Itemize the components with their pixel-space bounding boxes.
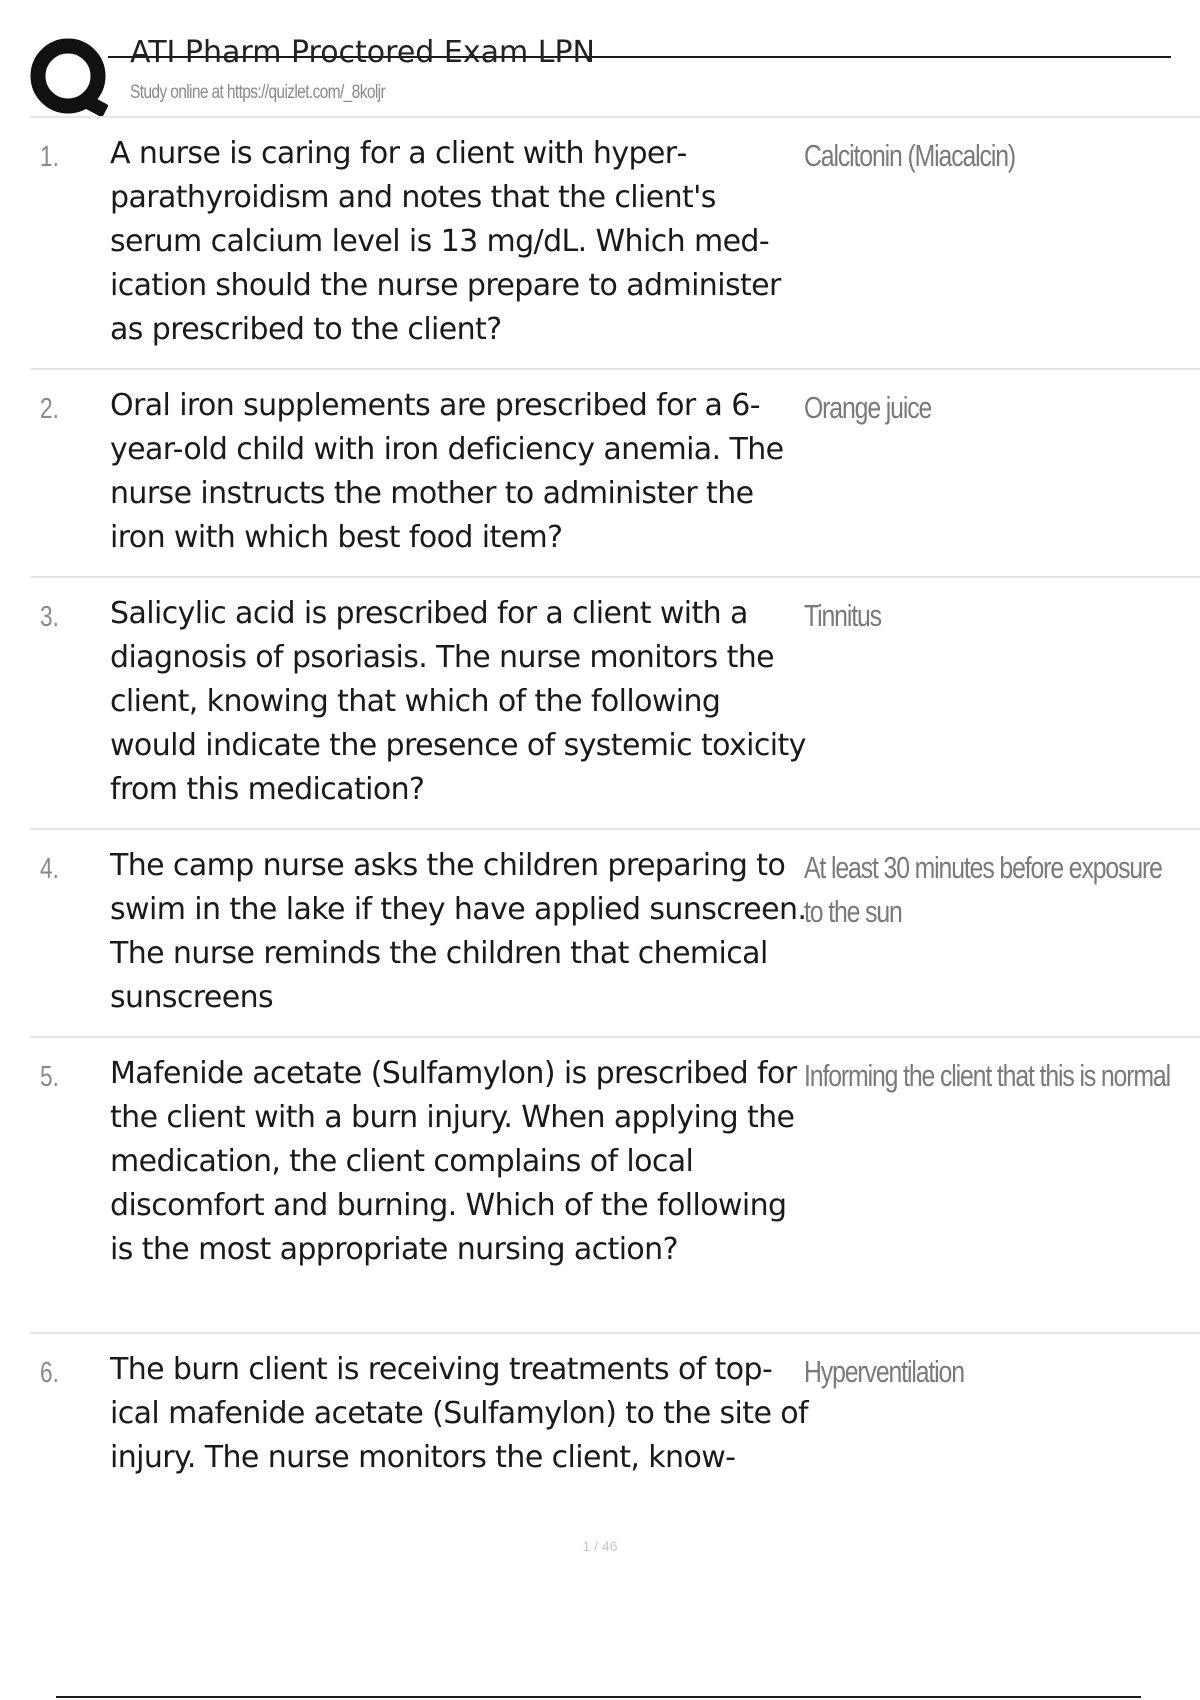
flashcard-row: [30, 1036, 1200, 1332]
card-answer: Tinnitus: [804, 598, 881, 633]
card-number: 3.: [40, 601, 59, 633]
card-number: 4.: [40, 853, 59, 885]
card-question: The burn client is receiving treatments of topical mafenide acetate (Sulfamylon) to the site of injury. The nurse monitors the client, know-: [110, 1352, 808, 1475]
page-number: 1 / 46: [582, 1538, 618, 1554]
card-answer: Hyperventilation: [804, 1354, 964, 1389]
card-question: Mafenide acetate (Sulfamylon) is prescribed for the client with a burn injury. When applying the medication, the client complains of local discomfort and burning. Which of the following is the most appropriate nursing action?: [110, 1056, 797, 1267]
footer-rule: [56, 1696, 1141, 1698]
card-question: Oral iron supplements are prescribed for a 6-year-old child with iron deficiency anemia. The nurse instructs the mother to administer the iron with which best food item?: [110, 388, 784, 555]
card-answer: Calcitonin (Miacalcin): [804, 138, 1016, 173]
flashcard-row: [30, 1332, 1200, 1502]
flashcard-row: [30, 828, 1200, 1036]
card-number: 2.: [40, 393, 59, 425]
card-number: 6.: [40, 1357, 59, 1389]
flashcard-row: [30, 116, 1200, 368]
flashcard-list: [30, 116, 1200, 1502]
card-question: A nurse is caring for a client with hyperparathyroidism and notes that the client's serum calcium level is 13 mg/dL. Which medication should the nurse prepare to administer as prescribed to the client?: [110, 136, 781, 347]
card-question: Salicylic acid is prescribed for a client with a diagnosis of psoriasis. The nurse monitors the client, knowing that which of the following would indicate the presence of systemic toxicity from this medication?: [110, 596, 806, 807]
quizlet-q-logo-icon: [30, 36, 110, 116]
card-answer: Orange juice: [804, 390, 932, 425]
document-title: ATI Pharm Proctored Exam LPN: [130, 35, 595, 70]
card-question: The camp nurse asks the children preparing to swim in the lake if they have applied sunscreen. The nurse reminds the children that chemical sunscreens: [110, 848, 807, 1015]
document-header: [30, 30, 1140, 115]
card-number: 1.: [40, 141, 59, 173]
card-number: 5.: [40, 1061, 59, 1093]
card-answer: Informing the client that this is normal: [804, 1058, 1170, 1093]
flashcard-row: [30, 576, 1200, 828]
flashcard-row: [30, 368, 1200, 576]
study-online-link[interactable]: Study online at https://quizlet.com/_8koljr: [130, 82, 385, 103]
card-answer: At least 30 minutes before exposure to the sun: [804, 850, 1162, 929]
